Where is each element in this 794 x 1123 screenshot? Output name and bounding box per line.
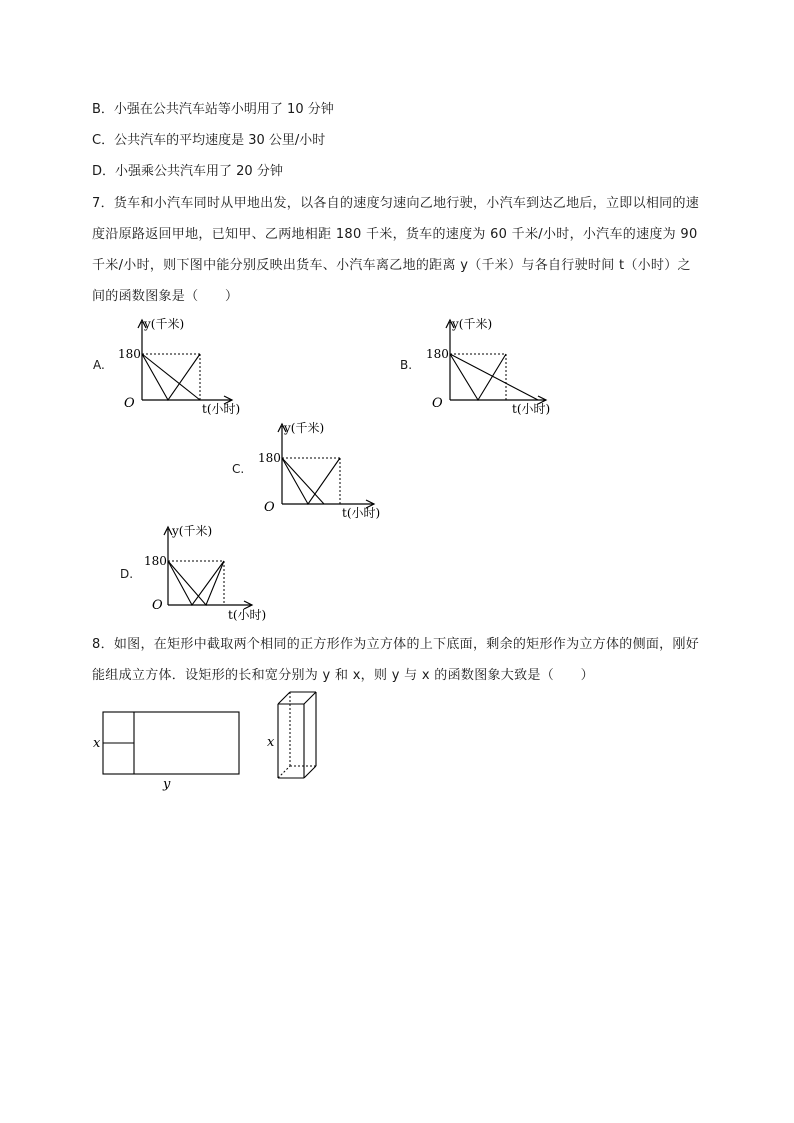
graph-d-origin: O bbox=[152, 598, 163, 613]
graph-a-x-label: t(小时) bbox=[202, 402, 241, 416]
q8-question-text: 8．如图，在矩形中截取两个相同的正方形作为立方体的上下底面，剩余的矩形作为立方体的侧面，刚好能组成立方体．设矩形的长和宽分别为 y 和 x，则 y 与 x 的函数图象大致是（ ） bbox=[92, 637, 700, 683]
q7-graph-c bbox=[250, 416, 410, 521]
q7-question-text: 7．货车和小汽车同时从甲地出发，以各自的速度匀速向乙地行驶，小汽车到达乙地后，立即以相同的速度沿原路返回甲地，已知甲、乙两地相距 180 千米，货车的速度为 60 千米/小时，小汽车的速度为 90 千米/小时，则下图中能分别反映出货车、小汽车离乙地的距离 y（千米）与各自行驶时间 t（小时）之间的函数图象是（ ） bbox=[92, 196, 700, 304]
graph-b-y-value: 180 bbox=[426, 347, 449, 361]
rect-bottom-label: y bbox=[163, 777, 171, 792]
q7-graph-c-label: C. bbox=[232, 462, 245, 476]
graph-d-y-value: 180 bbox=[144, 554, 167, 568]
q7-graph-d-label: D. bbox=[120, 567, 134, 581]
q6-option-c: C．公共汽车的平均速度是 30 公里/小时 bbox=[92, 133, 326, 148]
graph-a-y-label: y(千米) bbox=[144, 317, 185, 331]
q7-graph-d bbox=[138, 519, 298, 624]
graph-a-origin: O bbox=[124, 396, 135, 411]
graph-b-origin: O bbox=[432, 396, 443, 411]
graph-d-y-label: y(千米) bbox=[172, 524, 213, 538]
q7-graph-b bbox=[418, 312, 588, 417]
graph-c-origin: O bbox=[264, 500, 275, 515]
graph-c-x-label: t(小时) bbox=[342, 506, 381, 520]
graph-a-y-value: 180 bbox=[118, 347, 141, 361]
q6-option-d: D．小强乘公共汽车用了 20 分钟 bbox=[92, 164, 283, 179]
q8-rectangle-figure bbox=[90, 703, 250, 795]
graph-b-y-label: y(千米) bbox=[452, 317, 493, 331]
graph-b-x-label: t(小时) bbox=[512, 402, 551, 416]
prism-side-label: x bbox=[267, 735, 275, 750]
graph-c-y-value: 180 bbox=[258, 451, 281, 465]
q7-graph-a bbox=[110, 312, 270, 417]
q8-prism-figure bbox=[264, 688, 334, 788]
graph-c-y-label: y(千米) bbox=[284, 421, 325, 435]
graph-d-x-label: t(小时) bbox=[228, 608, 267, 622]
q7-graph-a-label: A. bbox=[93, 358, 105, 372]
q6-option-b: B．小强在公共汽车站等小明用了 10 分钟 bbox=[92, 102, 334, 117]
q7-graph-b-label: B. bbox=[400, 358, 413, 372]
rect-side-label: x bbox=[93, 736, 101, 751]
